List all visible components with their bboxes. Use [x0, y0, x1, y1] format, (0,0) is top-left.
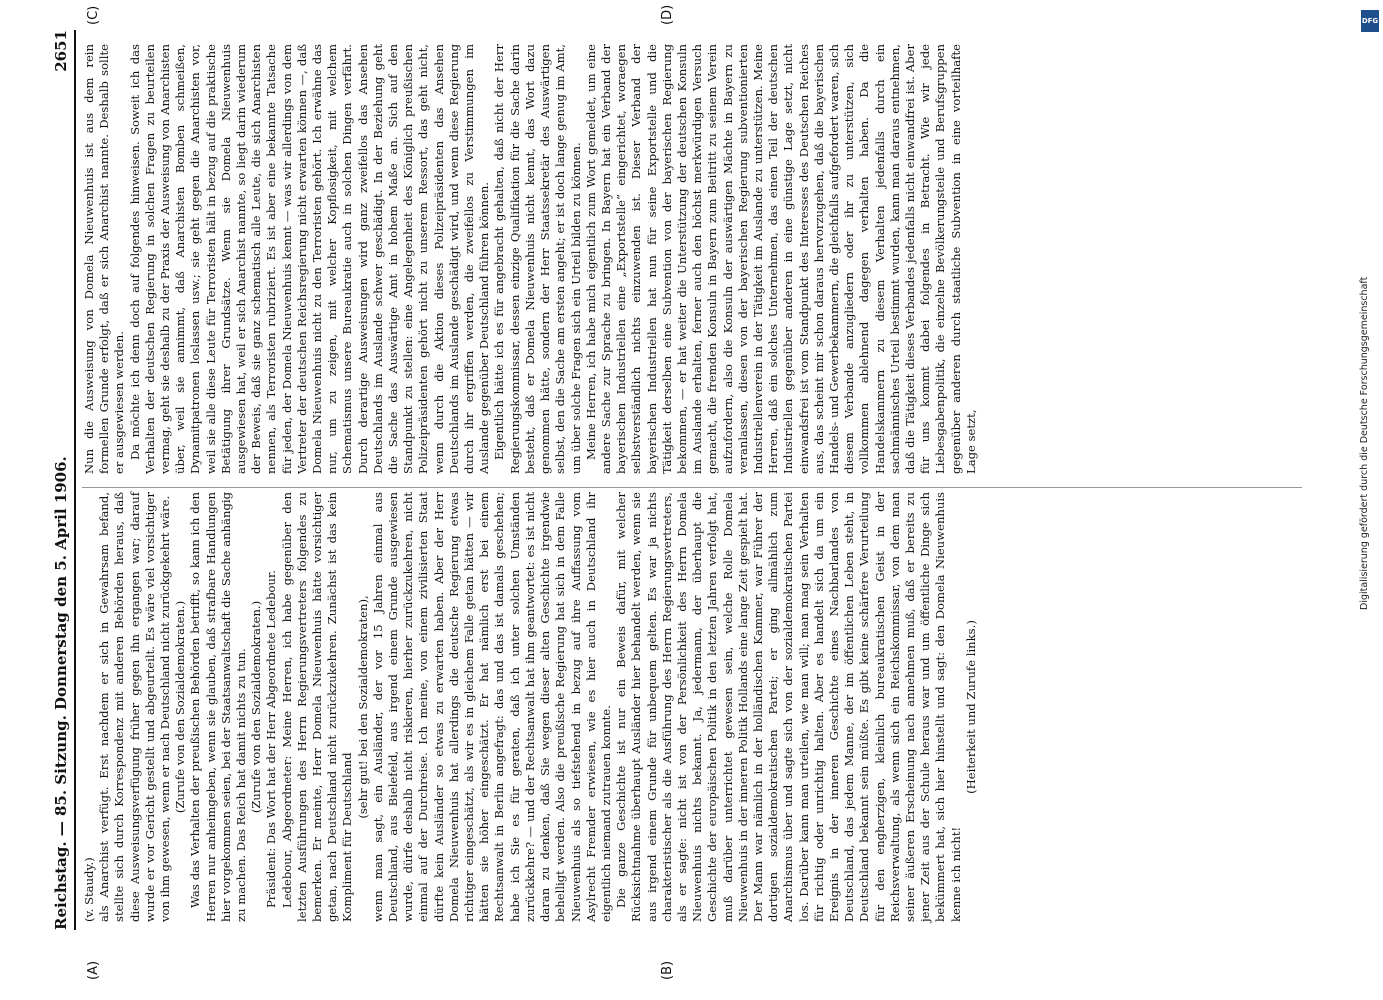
column-right — [82, 44, 979, 474]
paragraph: wenn man sagt, ein Ausländer, der vor 15 Jahren einmal aus Deutschland, aus Bielefeld, aus irgend einem Grunde ausgewiesen wurde, dürfe deshalb nicht riskieren, hierher zurückzukehren, nicht einmal auf der Durchreise. Ich meine, von einem zivilisierten Staat dürfte kein Ausländer so etwas zu erwarten haben. Aber der Herr Domela Nieuwenhuis hat allerdings die deutsche Regierung etwas richtiger eingeschätzt, als wir es in gleichem Falle getan hätten — wir hätten sie höher eingeschätzt. Er hat nämlich erst bei einem Rechtsanwalt in Berlin angefragt: das und das ist damals geschehen; habe ich Sie es für geraten, daß ich unter solchen Umständen zurückkehre? — und der Rechtsanwalt hat ihm geantwortet: es ist nicht daran zu denken, daß Sie wegen dieser alten Geschichte irgendwie behelligt werden. Also die preußische Regierung hat sich in dem Falle Nieuwenhuis als so tiefstehend in bezug auf ihre Auffassung vom Asylrecht Fremder erwiesen, wie es hier auch in Deutschland ihr eigentlich niemand zutrauen konnte. — [370, 492, 613, 922]
digitization-credit: Digitalisierung gefördert durch die Deutsche Forschungsgemeinschaft — [1359, 276, 1370, 610]
header-title: Reichstag. — 85. Sitzung. Donnerstag den 5. April 1906. — [52, 456, 70, 930]
interjection: (Zurufe von den Sozialdemokraten.) — [249, 600, 264, 814]
margin-marker-d: (D) — [660, 4, 675, 25]
speaker-tag: (v. Staudy.) — [82, 857, 96, 922]
column-divider — [82, 487, 1302, 488]
dfg-logo: DFG — [1361, 10, 1379, 32]
paragraph: Eigentlich hätte ich es für angebracht gehalten, daß nicht der Herr Regierungskommissar, dessen einzige Qualifikation für die Sache darin besteht, daß er Domela Nieuwenhuis nicht kennt, das Wort dazu genommen hätte, sondern der Herr Staatssekretär des Auswärtigen selbst, den die Sache am ersten angeht; er ist doch lange genug im Amt, um über solche Fragen sich ein Urteil bilden zu können. — [492, 44, 583, 474]
paragraph: Ledebour, Abgeordneter: Meine Herren, ich habe gegenüber den letzten Ausführungen des Herrn Regierungsvertreters folgendes zu bemerken. Er meinte, Herr Domela Nieuwenhuis hätte vorsichtiger getan, nach Deutschland nicht zurückzukehren. Zunächst ist das kein Kompliment für Deutschland — [279, 492, 355, 922]
margin-marker-a: (A) — [86, 960, 101, 980]
running-header — [52, 30, 74, 930]
page-number: 2651 — [52, 30, 70, 72]
interjection: (Heiterkeit und Zurufe links.) — [963, 620, 978, 794]
paragraph: als Anarchist verfügt. Erst nachdem er sich in Gewahrsam befand, stellte sich durch Korrespondenz mit anderen Behörden heraus, daß diese Ausweisungsverfügung früher gegen ihn ergangen war; darauf wurde er vor Gericht gestellt und abgeurteilt. Es wäre viel vorsichtiger von ihm gewesen, wenn er nach Deutschland nicht zurückgekehrt wäre. — [97, 492, 173, 922]
interjection: (sehr gut! bei den Sozialdemokraten), — [355, 595, 370, 819]
column-left — [82, 492, 979, 922]
paragraph: Meine Herren, ich habe mich eigentlich zum Wort gemeldet, um eine andere Sache zur Sprache zu bringen. In Bayern hat ein Verband der bayerischen Industriellen eine „Exportstelle“ eingerichtet, woraegen selbstverständlich nichts einzuwenden ist. Dieser Verband der bayerischen Industriellen hat nun für seine Exportstelle und die Tätigkeit derselben eine Subvention von der bayerischen Regierung bekommen, — er hat weiter die Unterstützung der deutschen Konsuln im Auslande erhalten, ferner auch den höchst merkwürdigen Versuch gemacht, die fremden Konsuln in Bayern zum Beitritt zu seinem Verein aufzufordern, also die Konsuln der auswärtigen Mächte in Bayern zu veranlassen, diesen von der bayerischen Regierung subventionierten Industriellenverein in der Tätigkeit im Auslande zu unterstützen. Meine Herren, daß ein solches Unternehmen, das einen Teil der deutschen Industriellen gegenüber anderen in eine günstige Lage setzt, nicht einwandsfrei ist vom Standpunkt des Interesses des Deutschen Reiches aus, das scheint mir schon daraus hervorzugehen, daß die bayerischen Handels- und Gewerbekammern, die gleichfalls aufgefordert waren, sich diesem Verbande anzugliedern oder ihr zu unterstützen, sich vollkommen ablehnend dagegen verhalten haben. Da die Handelskammern zu diesem Verhalten jedenfalls durch ein sachmännisches Urteil bestimmt wurden, kann man daraus entnehmen, daß die Tätigkeit dieses Verbandes jedenfalls nicht einwandfrei ist. Aber für uns kommt dabei folgendes in Betracht. Wie wir jede Liebesgabenpolitik, die einzelne Bevölkerungsteile und Berufsgruppen gegenüber anderen durch staatliche Subvention in eine vorteilhafte Lage setzt, — [583, 44, 978, 474]
paragraph: Was das Verhalten der preußischen Behörden betrifft, so kann ich den Herren nur anheimgeben, wenn sie glauben, daß strafbare Handlungen hier vorgekommen seien, bei der Staatsanwaltschaft die Sache anhängig zu machen. Das Reich hat damit nichts zu tun. — [188, 492, 249, 922]
paragraph: Präsident: Das Wort hat der Herr Abgeordnete Ledebour. — [264, 570, 279, 908]
margin-marker-b: (B) — [660, 960, 675, 980]
paragraph: Die ganze Geschichte ist nur ein Beweis dafür, mit welcher Rücksichtnahme überhaupt Ausländer hier behandelt werden, wenn sie aus irgend einem Grunde für unbequem gelten. Es war ja nichts charakteristischer als die Ausführung des Herrn Regierungsvertreters, als er sagte: nicht ist von der Persönlichkeit des Herrn Domela Nieuwenhuis nichts bekannt. Ja, jedermann, der überhaupt die Geschichte der europäischen Politik in den letzten Jahren verfolgt hat, muß darüber unterrichtet gewesen sein, welche Rolle Domela Nieuwenhuis in der inneren Politik Hollands eine lange Zeit gespielt hat. Der Mann war nämlich in der holländischen Kammer, war Führer der dortigen sozialdemokratischen Partei; er ging allmählich zum Anarchismus über und sagte sich von der sozialdemokratischen Partei los. Darüber kann man urteilen, wie man will; man mag sein Verhalten für richtig oder unrichtig halten. Aber es handelt sich da um ein Ereignis in der inneren Geschichte eines Nachbarlandes von Deutschland, das jedem Manne, der im öffentlichen Leben steht, in Deutschland bekannt sein müßte. Es gibt keine schärfere Verurteilung für den engherzigen, kleinlich bureaukratischen Geist in der Reichsverwaltung, als wenn sich ein Reichskommissar, von dem man seiner äußeren Erscheinung nach annehmen muß, daß er bereits zu jener Zeit aus der Schule heraus war und um öffentliche Dinge sich bekümmert hat, sich hier hinstellt und sagt: den Domela Nieuwenhuis kenne ich nicht! — [614, 492, 963, 922]
paragraph: Da möchte ich denn doch auf folgendes hinweisen. Soweit ich das Verhalten der deutschen Regierung in solchen Fragen zu beurteilen vermag, geht sie deshalb zu der Praxis der Ausweisung von Anarchisten über, weil sie annimmt, daß Anarchisten Bomben schmeißen, Dynamitpatronen loslassen usw.; sie geht gegen die Anarchisten vor, weil sie alle diese Leute für Terroristen hält in bezug auf die praktische Betätigung ihrer Grundsätze. Wenn sie Domela Nieuwenhuis ausgewiesen hat, weil er sich Anarchist nannte, so liegt darin wiederum der Beweis, daß sie ganz schematisch alle Leute, die sich Anarchisten nennen, als Terroristen rubriziert. Es ist aber eine bekannte Tatsache für jeden, der Domela Nieuwenhuis kennt — was wir allerdings von dem Vertreter der deutschen Reichsregierung nicht erwarten können —, daß Domela Nieuwenhuis nicht zu den Terroristen gehört. Ich erwähne das nur, um zu zeigen, mit welcher Kopflosigkeit, mit welchem Schematismus unsere Bureaukratie auch in solchen Dingen verfährt. Durch derartige Ausweisungen wird ganz zweifellos das Ansehen Deutschlands im Auslande schwer geschädigt. In der Beziehung geht die Sache das Auswärtige Amt in hohem Maße an. Sich auf den Standpunkt zu stellen: eine Angelegenheit des Königlich preußischen Polizeipräsidenten gehört nicht zu unserem Ressort, das geht nicht, wenn durch die Aktion dieses Polizeipräsidenten das Ansehen Deutschlands im Auslande geschädigt wird, und wenn diese Regierung durch ihr ergriffen werden, die zweifellos zu Verstimmungen im Auslande gegenüber Deutschland führen können. — [127, 44, 492, 474]
interjection: (Zurufe von den Sozialdemokraten.) — [173, 600, 188, 814]
margin-marker-c: (C) — [86, 5, 101, 25]
header-rule — [74, 30, 76, 930]
paragraph: Nun die Ausweisung von Domela Nieuwenhuis ist aus dem rein formellen Grunde erfolgt, daß er sich Anarchist nannte. Deshalb sollte er ausgewiesen werden. — [82, 44, 127, 474]
